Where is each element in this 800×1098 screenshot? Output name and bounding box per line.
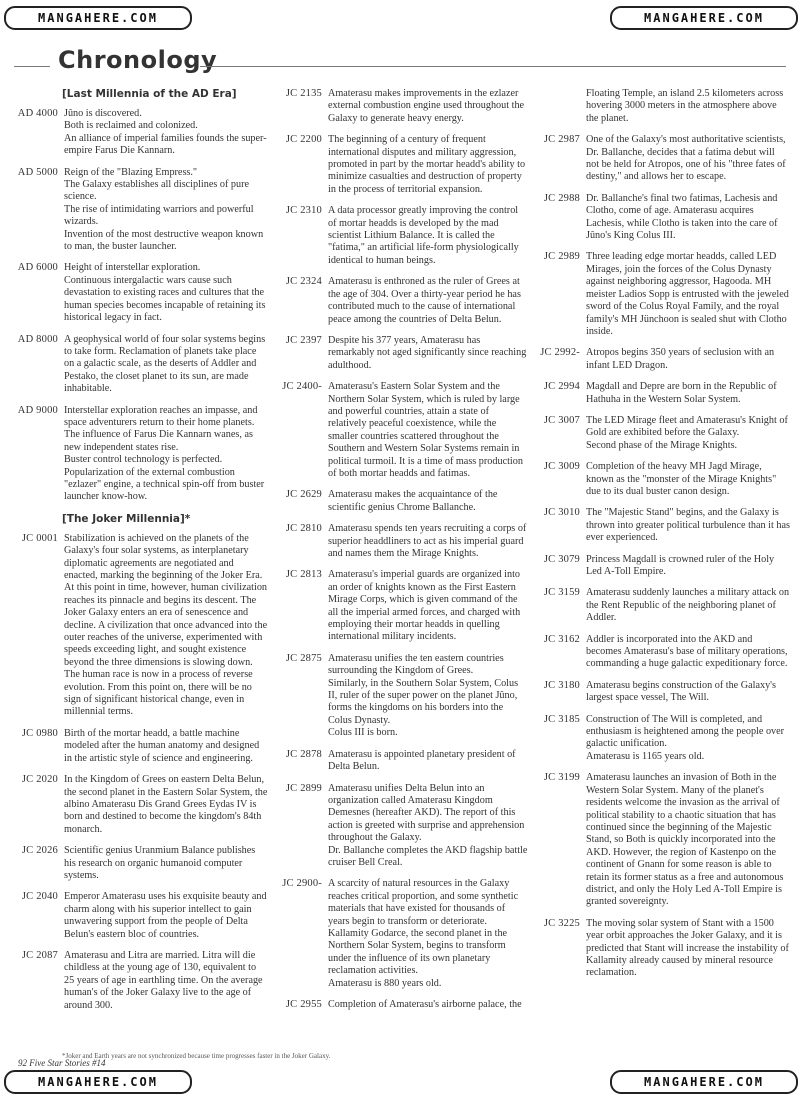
entry-text — [586, 714, 790, 764]
entry-text — [64, 728, 268, 765]
entry-text — [586, 461, 790, 498]
entry-paragraph: Stabilization is achieved on the planets of the Galaxy's four solar systems, as interplanetary diplomatic agreements are negotiated and enacted, marking the beginning of the Joker Era. At this point in time, however, human civilization reaches its pinnacle and begins its descent. The Joker Galaxy enters an era of senescence and decline. A civilization that once advanced into the outer reaches of the universe, experimented with speeds exceeding light, and sought existence beyond the three dimensions is slowing down. — [64, 532, 268, 668]
entry-year: AD 6000 — [17, 262, 58, 274]
entry-text — [586, 507, 790, 544]
entry-paragraph: Amaterasu is appointed planetary president of Delta Belun. — [328, 748, 516, 773]
entry-paragraph: Second phase of the Mirage Knights. — [586, 439, 738, 451]
entry-year: JC 3159 — [543, 587, 580, 599]
chronology-entry — [6, 845, 268, 882]
chronology-entry — [270, 381, 528, 480]
entry-paragraph: Invention of the most destructive weapon known to man, the buster launcher. — [64, 228, 264, 253]
chronology-entry — [270, 523, 528, 560]
section-heading: [Last Millennia of the AD Era] — [62, 88, 237, 100]
entry-year: JC 2875 — [285, 652, 322, 664]
entry-paragraph: Three leading edge mortar headds, called LED Mirages, join the forces of the Colus Dynasty against neighboring aggressor, Hagooda. MH meister Ladios Sopp is entrusted with the jeweled sword of the Colus Royal Family, and the royal family's MH Jünchoon is sealed shut with Clotho inside. — [586, 251, 789, 337]
entry-text — [328, 335, 528, 372]
chronology-entry — [6, 728, 268, 765]
entry-paragraph: Amaterasu unifies Delta Belun into an organization called Amaterasu Kingdom Demesnes (hereafter AKD). The report of this action is greeted with surprise and apprehension throughout the Galaxy. — [328, 782, 525, 844]
entry-paragraph: Both is reclaimed and colonized. — [64, 120, 198, 132]
entry-paragraph: The human race is now in a process of reverse evolution. From this point on, there will be no sign of significant historical change, even in millennial terms. — [64, 669, 253, 718]
entry-year: JC 2324 — [285, 276, 322, 288]
entry-paragraph: Popularization of the external combustion "ezlazer" engine, a technical spin-off from buster launcher know-how. — [64, 466, 265, 503]
entry-year: JC 3180 — [543, 679, 580, 691]
entry-paragraph: The "Majestic Stand" begins, and the Galaxy is thrown into greater political turbulence than it has ever experienced. — [586, 507, 790, 544]
chronology-entry — [6, 950, 268, 1012]
entry-text — [64, 774, 268, 836]
entry-paragraph: Amaterasu is enthroned as the ruler of Grees at the age of 304. Over a thirty-year period he has contributed much to the cause of international peace among the countries of Delta Belun. — [328, 276, 521, 325]
entry-year: JC 2994 — [543, 381, 580, 393]
entry-year: JC 2397 — [285, 334, 322, 346]
entry-text — [328, 489, 528, 514]
chronology-entry — [6, 108, 268, 158]
chronology-entry — [270, 88, 528, 125]
entry-year: JC 2020 — [21, 774, 58, 786]
entry-text — [328, 523, 528, 560]
entry-text — [328, 749, 528, 774]
entry-paragraph: Jûno is discovered. — [64, 108, 142, 119]
chronology-entry — [6, 405, 268, 504]
chronology-entry — [270, 999, 528, 1011]
entry-text — [328, 381, 528, 480]
entry-year: JC 2629 — [285, 489, 322, 501]
entry-year: JC 2087 — [21, 949, 58, 961]
entry-year: JC 3185 — [543, 713, 580, 725]
entry-paragraph: The influence of Farus Die Kannarn wanes, as new independent states rise. — [64, 429, 253, 453]
entry-paragraph: Amaterasu makes improvements in the ezlazer external combustion engine used throughout the Galaxy to generate heavy energy. — [328, 88, 525, 124]
entry-year: JC 3079 — [543, 553, 580, 565]
chronology-entry — [270, 569, 528, 643]
entry-text — [328, 653, 528, 740]
entry-paragraph: Interstellar exploration reaches an impasse, and space adventurers return to their home planets. — [64, 404, 258, 428]
chronology-entry — [528, 554, 790, 579]
entry-text — [328, 88, 528, 125]
entry-paragraph: The LED Mirage fleet and Amaterasu's Knight of Gold are exhibited before the Galaxy. — [586, 414, 788, 439]
entry-year: AD 4000 — [17, 108, 58, 119]
entry-text — [328, 999, 528, 1011]
entry-year: JC 2878 — [285, 748, 322, 760]
chronology-entry — [270, 653, 528, 740]
watermark-bottom-right: MANGAHERE.COM — [610, 1070, 798, 1094]
entry-text — [64, 533, 268, 719]
chronology-entry — [528, 772, 790, 908]
entry-text — [64, 950, 268, 1012]
entry-paragraph: Scientific genius Uranmium Balance publishes his research on organic humanoid computer systems. — [64, 845, 256, 881]
entry-paragraph: Height of interstellar exploration. — [64, 262, 201, 274]
entry-paragraph: Kallamity Godarce, the second planet in the Northern Solar System, begins to transform under the influence of its own planetary reclamation activities. — [328, 927, 508, 977]
entry-year: JC 2400- — [282, 381, 322, 393]
page-title: Chronology — [58, 46, 218, 74]
chronology-entry — [528, 587, 790, 624]
entry-year — [528, 88, 586, 125]
entry-paragraph: Continuous intergalactic wars cause such devastation to existing races and cultures that the human species becomes incapable of retaining its historical legacy in fact. — [64, 274, 266, 324]
chronology-entry — [528, 507, 790, 544]
entry-text — [328, 783, 528, 870]
footnote: *Joker and Earth years are not synchronized because time progresses faster in the Joker Galaxy. — [62, 1052, 331, 1060]
entry-paragraph: Magdall and Depre are born in the Republic of Hathuha in the Western Solar System. — [586, 381, 777, 405]
entry-paragraph: The moving solar system of Stant with a 1500 year orbit approaches the Joker Galaxy, and it is predicted that Stant will increase the instability of Kallamity already caused by mineral resource reclamation. — [586, 917, 789, 979]
entry-paragraph: Reign of the "Blazing Empress." — [64, 166, 198, 178]
entry-year: JC 3225 — [543, 917, 580, 929]
entry-paragraph: A geophysical world of four solar systems begins to take form. Reclamation of planets take place on a galactic scale, as the deserts of Addler and Pestako, the closet planet to its sun, are made inhabitable. — [64, 333, 266, 395]
page-number: 92 Five Star Stories #14 — [18, 1058, 106, 1068]
chronology-entry — [528, 714, 790, 764]
entry-year: JC 2310 — [285, 205, 322, 217]
entry-text — [586, 587, 790, 624]
entry-paragraph: Amaterasu begins construction of the Galaxy's largest space vessel, The Will. — [586, 679, 776, 704]
entry-paragraph: Amaterasu makes the acquaintance of the scientific genius Chrome Ballanche. — [328, 489, 498, 513]
entry-year: JC 2955 — [285, 999, 322, 1010]
chronology-entry — [270, 205, 528, 267]
chronology-entry — [528, 347, 790, 372]
chronology-entry — [270, 489, 528, 514]
entry-paragraph: Amaterasu's imperial guards are organized into an order of knights known as the First Eastern Mirage Corps, which is given command of the all the imperial armed forces, and charged with employing their mortar headds in quelling international military incidents. — [328, 569, 521, 643]
entry-year: JC 3162 — [543, 633, 580, 645]
chronology-entry — [528, 634, 790, 671]
entry-text — [586, 193, 790, 243]
entry-paragraph: The Galaxy establishes all disciplines of pure science. — [64, 179, 250, 203]
chronology-entry — [528, 918, 790, 980]
entry-paragraph: Similarly, in the Southern Solar System, Colus II, ruler of the super power on the planet Jûno, forms the kingdoms on his borders into the Colus Dynasty. — [328, 677, 519, 726]
chronology-entry — [528, 134, 790, 184]
chronology-entry — [6, 774, 268, 836]
chronology-entry — [528, 88, 790, 125]
entry-year: AD 8000 — [17, 333, 58, 345]
watermark-bottom-left: MANGAHERE.COM — [4, 1070, 192, 1094]
entry-paragraph: Amaterasu spends ten years recruiting a corps of superior headdliners to act as his imperial guard and names them the Mirage Knights. — [328, 523, 527, 559]
entry-text — [64, 108, 268, 158]
chronology-entry — [270, 134, 528, 196]
entry-text — [64, 167, 268, 254]
entry-year: JC 2992- — [540, 347, 580, 359]
entry-paragraph: Dr. Ballanche completes the AKD flagship battle cruiser Bell Creal. — [328, 844, 528, 868]
entry-paragraph: An alliance of imperial families founds the super-empire Farus Die Kannarn. — [64, 132, 267, 157]
entry-paragraph: One of the Galaxy's most authoritative scientists, Dr. Ballanche, decides that a fatima debut will not be held for Atropos, one of his "three fates of destiny," and allows her to escape. — [586, 134, 786, 183]
entry-text — [586, 415, 790, 452]
entry-text — [328, 276, 528, 326]
entry-text — [586, 634, 790, 671]
entry-paragraph: Floating Temple, an island 2.5 kilometers across hovering 3000 meters in the atmosphere above the planet. — [586, 88, 784, 124]
entry-year: JC 2040 — [21, 891, 58, 903]
entry-text — [64, 845, 268, 882]
title-rule-left — [14, 66, 50, 67]
entry-paragraph: Amaterasu suddenly launches a military attack on the Rent Republic of the neighboring planet of Addler. — [586, 587, 790, 624]
entry-text — [586, 554, 790, 579]
watermark-top-right: MANGAHERE.COM — [610, 6, 798, 30]
title-rule-right — [200, 66, 786, 67]
entry-paragraph: Princess Magdall is crowned ruler of the Holy Led A-Toll Empire. — [586, 553, 775, 577]
column-1 — [6, 88, 268, 1021]
entry-text — [328, 205, 528, 267]
entry-year: JC 2813 — [285, 569, 322, 581]
entry-year: AD 5000 — [17, 166, 58, 178]
entry-paragraph: A scarcity of natural resources in the Galaxy reaches critical proportion, and some synthetic materials that have existed for thousands of years begin to transform or deteriorate. — [328, 878, 519, 927]
entry-paragraph: The beginning of a century of frequent international disputes and military aggression, promoted in part by the mortar headd's ability to minimize casualties and destruction of property in the process of territorial expansion. — [328, 134, 526, 195]
entry-paragraph: Amaterasu unifies the ten eastern countries surrounding the Kingdom of Grees. — [328, 652, 504, 677]
entry-year: JC 2810 — [285, 523, 322, 535]
entry-paragraph: A data processor greatly improving the control of mortar headds is developed by the mad scientist Lithium Balance. It is called the "fatima," an artificial life-form physiologically identical to human beings. — [328, 205, 519, 266]
entry-text — [586, 680, 790, 705]
entry-paragraph: Despite his 377 years, Amaterasu has remarkably not aged significantly since reaching adulthood. — [328, 334, 527, 371]
entry-paragraph: Completion of Amaterasu's airborne palace, the — [328, 999, 522, 1010]
entry-year: JC 3199 — [543, 772, 580, 784]
entry-year: JC 2900- — [282, 878, 322, 890]
entry-paragraph: Dr. Ballanche's final two fatimas, Lachesis and Clotho, come of age. Amaterasu acquires Lachesis, while Clotho is taken into the care of Jûno's King Colus III. — [586, 192, 778, 242]
entry-paragraph: Completion of the heavy MH Jagd Mirage, known as the "monster of the Mirage Knights" due to its dual buster canon design. — [586, 461, 777, 497]
entry-paragraph: Atropos begins 350 years of seclusion with an infant LED Dragon. — [586, 347, 775, 371]
chronology-entry — [528, 415, 790, 452]
entry-paragraph: Amaterasu is 880 years old. — [328, 977, 442, 989]
entry-text — [586, 347, 790, 372]
entry-year: JC 0001 — [21, 532, 58, 544]
entry-text — [328, 134, 528, 196]
entry-paragraph: Amaterasu is 1165 years old. — [586, 750, 705, 762]
entry-paragraph: Emperor Amaterasu uses his exquisite beauty and charm along with his superior intellect to gain unwavering support from the people of Delta Belun's eastern bloc of countries. — [64, 891, 267, 940]
entry-paragraph: The rise of intimidating warriors and powerful wizards. — [64, 203, 254, 228]
chronology-entry — [528, 251, 790, 338]
chronology-entry — [6, 533, 268, 719]
entry-paragraph: In the Kingdom of Grees on eastern Delta Belun, the second planet in the Eastern Solar System, the albino Amaterasu Dis Grand Grees Eydas IV is born and destined to become the kingdom's 84th monarch. — [64, 774, 268, 835]
entry-text — [64, 334, 268, 396]
chronology-entry — [6, 167, 268, 254]
chronology-entry — [270, 878, 528, 990]
entry-year: JC 2987 — [543, 134, 580, 146]
section-heading: [The Joker Millennia]* — [62, 512, 191, 525]
entry-text — [64, 405, 268, 504]
entry-year: AD 9000 — [17, 404, 58, 416]
entry-text — [586, 134, 790, 184]
chronology-entry — [528, 381, 790, 406]
entry-year: JC 2989 — [543, 251, 580, 263]
entry-paragraph: Birth of the mortar headd, a battle machine modeled after the human anatomy and designed in the artistic style of science and engineering. — [64, 727, 260, 764]
entry-text — [64, 891, 268, 941]
entry-year: JC 2899 — [285, 782, 322, 794]
entry-text — [586, 772, 790, 908]
chronology-entry — [270, 749, 528, 774]
chronology-entry — [6, 334, 268, 396]
chronology-entry — [270, 335, 528, 372]
entry-year: JC 3009 — [543, 461, 580, 473]
chronology-entry — [270, 783, 528, 870]
chronology-entry — [6, 262, 268, 324]
entry-text — [328, 569, 528, 643]
entry-text — [586, 918, 790, 980]
chronology-entry — [270, 276, 528, 326]
entry-text — [586, 251, 790, 338]
entry-paragraph: Colus III is born. — [328, 727, 398, 739]
watermark-top-left: MANGAHERE.COM — [4, 6, 192, 30]
column-3 — [528, 88, 790, 989]
entry-year: JC 0980 — [21, 727, 58, 739]
entry-paragraph: Addler is incorporated into the AKD and becomes Amaterasu's base of military operations, commanding a huge galactic expeditionary force. — [586, 633, 788, 670]
entry-text — [328, 878, 528, 990]
entry-year: JC 3010 — [543, 507, 580, 519]
entry-paragraph: Amaterasu's Eastern Solar System and the Northern Solar System, which is ruled by large and powerful countries, attain a state of relatively peaceful coexistence, while the smaller countries scattered throughout the Southern and Western Solar Systems remain in political turmoil. It is a time of mass production of both mortar headds and fatimas. — [328, 381, 523, 479]
entry-year: JC 2988 — [543, 192, 580, 204]
chronology-entry — [6, 891, 268, 941]
entry-year: JC 2135 — [285, 88, 322, 99]
entry-text — [64, 262, 268, 324]
entry-text — [586, 381, 790, 406]
chronology-entry — [528, 461, 790, 498]
entry-paragraph: Amaterasu and Litra are married. Litra will die childless at the young age of 130, equivalent to 25 years of age in earthling time. On the average human's of the Joker Galaxy live to the age of around 300. — [64, 949, 263, 1011]
entry-year: JC 2200 — [285, 134, 322, 146]
entry-paragraph: Buster control technology is perfected. — [64, 454, 223, 466]
entry-paragraph: Amaterasu launches an invasion of Both in the Western Solar System. Many of the planet's residents welcome the invasion as the arrival of political stability to a chaotic situation that has continued since the beginning of the Majestic Stand, so Both is quickly incorporated into the AKD. However, the region of Kastenpo on the continent of Gnann for some reason is able to retain its former status as a free and autonomous district, and only the Holy Led A-Toll Empire is granted sovereignty. — [586, 772, 784, 908]
entry-text — [586, 88, 790, 125]
entry-year: JC 2026 — [21, 845, 58, 857]
column-2 — [270, 88, 528, 1020]
chronology-entry — [528, 193, 790, 243]
chronology-entry — [528, 680, 790, 705]
entry-year: JC 3007 — [543, 414, 580, 426]
entry-paragraph: Construction of The Will is completed, and enthusiasm is heightened among the people over galactic unification. — [586, 713, 785, 750]
